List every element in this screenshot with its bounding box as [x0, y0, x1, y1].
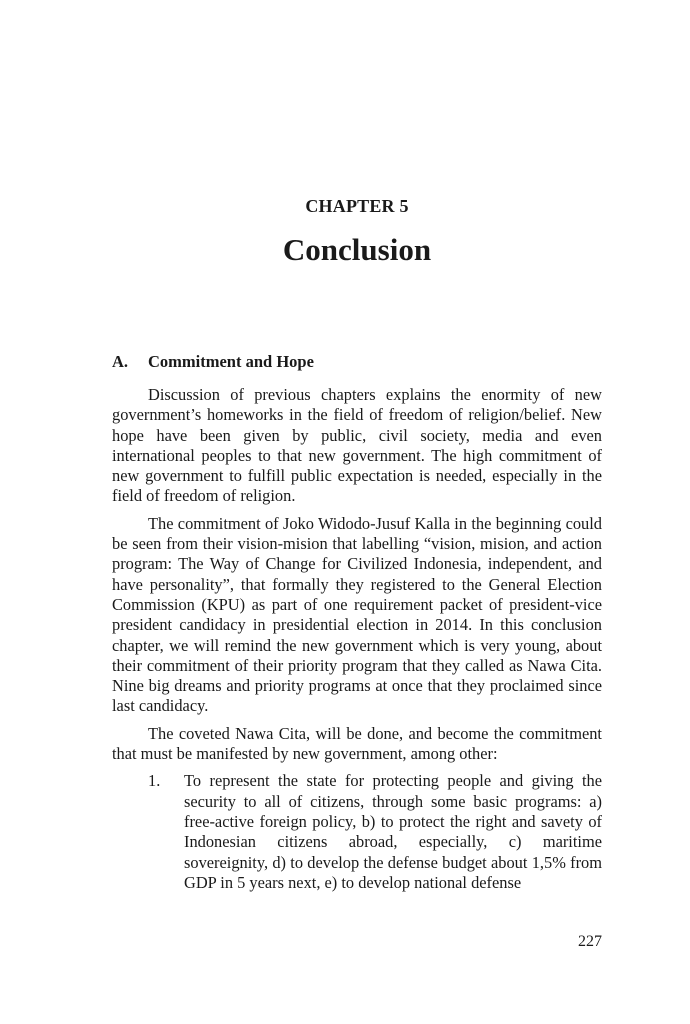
chapter-label: CHAPTER 5	[305, 196, 409, 216]
list-item	[112, 771, 602, 893]
section-number: A.	[112, 352, 129, 371]
body-text	[112, 385, 602, 893]
section-heading	[112, 352, 314, 372]
paragraph: Discussion of previous chapters explains the enormity of new government’s homeworks in the field of freedom of religion/belief. New hope have been given by public, civil society, media and even international peoples to that new government. The high commitment of new government to fulfill public expectation is needed, especially in the field of freedom of religion.	[112, 385, 602, 506]
page-number: 227	[578, 933, 602, 950]
paragraph: The coveted Nawa Cita, will be done, and become the commitment that must be manifested by new government, among other:	[112, 723, 602, 764]
chapter-title: Conclusion	[282, 232, 432, 267]
list-item-number: 1.	[148, 771, 161, 791]
numbered-list	[112, 771, 602, 893]
section-title: Commitment and Hope	[148, 352, 314, 371]
list-item-text: To represent the state for protecting people and giving the security to all of citizens, through some basic programs: a) free-active foreign policy, b) to protect the right and savety of Indonesian citizens abroad, especially, c) maritime sovereignity, d) to develop the defense budget about 1,5% from GDP in 5 years next, e) to develop national defense	[184, 771, 602, 892]
paragraph: The commitment of Joko Widodo-Jusuf Kalla in the beginning could be seen from their vision-mision that labelling “vision, mision, and action program: The Way of Change for Civilized Indonesia, independent, and have personality”, that formally they registered to the General Election Commission (KPU) as part of one requirement packet of president-vice president candidacy in presidential election in 2014. In this conclusion chapter, we will remind the new government which is very young, about their commitment of their priority program that they called as Nawa Cita. Nine big dreams and priority programs at once that they proclaimed since last candidacy.	[112, 513, 602, 716]
